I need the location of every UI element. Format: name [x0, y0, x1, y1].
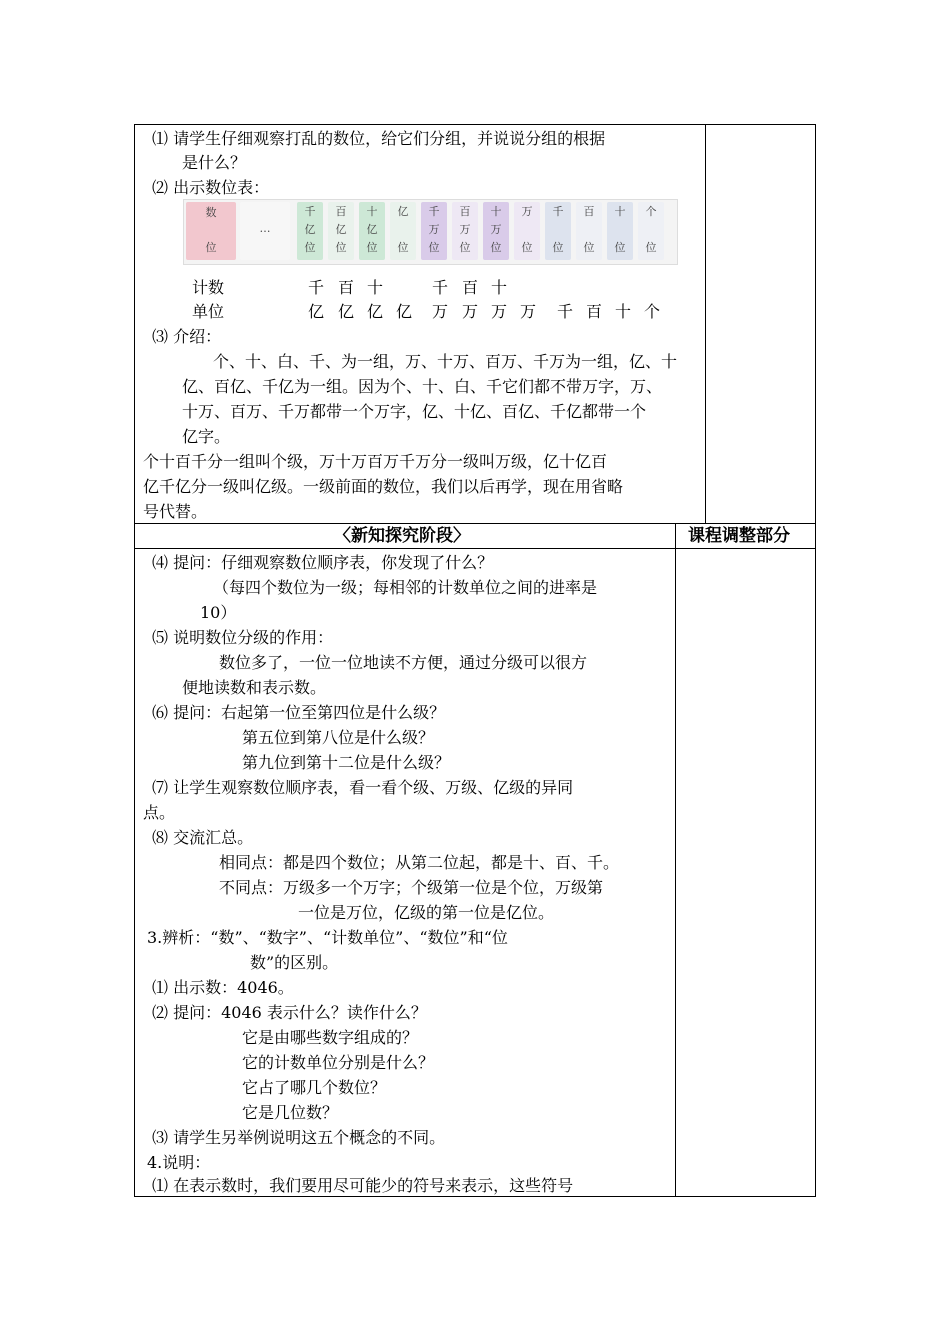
- place-text-2-mid: 亿: [304, 223, 316, 236]
- place-text-8-mid: 万: [490, 223, 502, 236]
- sec4-title: 4.说明：: [147, 1153, 211, 1172]
- item4: ⑷ 提问：仔细观察数位顺序表，你发现了什么？: [152, 553, 494, 572]
- sec3-item3: ⑶ 请学生另举例说明这五个概念的不同。: [152, 1128, 446, 1147]
- item5-line-a: 数位多了，一位一位地读不方便，通过分级可以很方: [219, 653, 588, 672]
- intro-line-3: 亿字。: [182, 427, 231, 446]
- unit-r1-3: 千: [432, 278, 449, 297]
- table-border-left: [134, 124, 135, 1197]
- place-text-2-bot: 位: [304, 241, 316, 254]
- unit-r2-8: 千: [557, 302, 574, 321]
- unit-row2-label: 单位: [192, 302, 225, 321]
- sec3-item2: ⑵ 提问：4046 表示什么？读作什么？: [152, 1003, 427, 1022]
- sec3-item1: ⑴ 出示数：4046。: [152, 978, 294, 997]
- unit-r1-1: 百: [338, 278, 355, 297]
- place-text-12-top: 十: [614, 205, 626, 218]
- unit-r2-5: 万: [462, 302, 479, 321]
- sec3-q2: 它是由哪些数字组成的？: [242, 1028, 419, 1047]
- item3: ⑶ 介绍：: [152, 327, 222, 346]
- item5: ⑸ 说明数位分级的作用：: [152, 628, 334, 647]
- place-text-7-mid: 万: [459, 223, 471, 236]
- intro-line-1: 亿、百亿、千亿为一组。因为个、十、白、千它们都不带万字，万、: [182, 377, 663, 396]
- divider-upper: [705, 124, 706, 524]
- unit-row1-label: 计数: [192, 278, 225, 297]
- item6-line-b: 第五位到第八位是什么级？: [242, 728, 435, 747]
- unit-r2-2: 亿: [367, 302, 384, 321]
- unit-r1-5: 十: [491, 278, 508, 297]
- summary-line-2: 号代替。: [143, 502, 208, 521]
- item8-same: 相同点：都是四个数位；从第二位起，都是十、百、千。: [219, 853, 620, 872]
- table-border-bottom: [134, 1196, 816, 1197]
- place-text-11-bot: 位: [583, 241, 595, 254]
- place-text-13-top: 个: [645, 205, 657, 218]
- unit-r2-1: 亿: [338, 302, 355, 321]
- place-text-4-bot: 位: [366, 241, 378, 254]
- place-text-4-mid: 亿: [366, 223, 378, 236]
- unit-r2-11: 个: [644, 302, 661, 321]
- table-border-top: [134, 124, 816, 125]
- place-text-6-bot: 位: [428, 241, 440, 254]
- table-border-right: [815, 124, 816, 1197]
- sec3-q5: 它是几位数？: [242, 1103, 339, 1122]
- unit-r2-10: 十: [615, 302, 632, 321]
- divider-header-bottom: [134, 548, 816, 549]
- place-text-8-bot: 位: [490, 241, 502, 254]
- place-text-1-mid: …: [259, 222, 271, 235]
- unit-r2-0: 亿: [308, 302, 325, 321]
- place-text-7-top: 百: [459, 205, 471, 218]
- place-text-3-mid: 亿: [335, 223, 347, 236]
- item8: ⑻ 交流汇总。: [152, 828, 254, 847]
- place-text-0-top: 数: [205, 206, 217, 219]
- place-text-13-bot: 位: [645, 241, 657, 254]
- item1-line-a: ⑴ 请学生仔细观察打乱的数位，给它们分组，并说说分组的根据: [152, 129, 606, 148]
- stage-title: 〈新知探究阶段〉: [334, 526, 470, 546]
- intro-line-2: 十万、百万、千万都带一个万字，亿、十亿、百亿、千亿都带一个: [182, 402, 647, 421]
- place-text-7-bot: 位: [459, 241, 471, 254]
- place-text-2-top: 千: [304, 205, 316, 218]
- item5-line-b: 便地读数和表示数。: [182, 678, 327, 697]
- place-text-10-top: 千: [552, 205, 564, 218]
- place-text-12-bot: 位: [614, 241, 626, 254]
- place-text-6-top: 千: [428, 205, 440, 218]
- summary-line-1: 亿千亿分一级叫亿级。一级前面的数位，我们以后再学，现在用省略: [143, 477, 624, 496]
- item2: ⑵ 出示数位表：: [152, 178, 270, 197]
- intro-line-0: 个、十、白、千、为一组，万、十万、百万、千万为一组，亿、十: [213, 352, 678, 371]
- sec3-q4: 它占了哪几个数位？: [242, 1078, 387, 1097]
- place-text-5-bot: 位: [397, 241, 409, 254]
- place-text-3-top: 百: [335, 205, 347, 218]
- sec4-item1: ⑴ 在表示数时，我们要用尽可能少的符号来表示，这些符号: [152, 1176, 574, 1195]
- unit-r1-0: 千: [308, 278, 325, 297]
- item6-line-c: 第九位到第十二位是什么级？: [242, 753, 451, 772]
- unit-r1-4: 百: [462, 278, 479, 297]
- sec3-q3: 它的计数单位分别是什么？: [242, 1053, 435, 1072]
- divider-header-top: [134, 523, 816, 524]
- unit-r2-9: 百: [586, 302, 603, 321]
- place-text-3-bot: 位: [335, 241, 347, 254]
- place-text-8-top: 十: [490, 205, 502, 218]
- place-text-6-mid: 万: [428, 223, 440, 236]
- sec3-line-b: 数”的区别。: [250, 953, 339, 972]
- item8-diff-b: 一位是万位，亿级的第一位是亿位。: [298, 903, 555, 922]
- place-text-0-bot: 位: [205, 241, 217, 254]
- unit-r2-7: 万: [520, 302, 537, 321]
- summary-line-0: 个十百千分一组叫个级，万十万百万千万分一级叫万级，亿十亿百: [143, 452, 608, 471]
- item4-answer-a: （每四个数位为一级；每相邻的计数单位之间的进率是: [213, 578, 598, 597]
- item6: ⑹ 提问：右起第一位至第四位是什么级？: [152, 703, 446, 722]
- place-text-9-bot: 位: [521, 241, 533, 254]
- divider-lower: [675, 523, 676, 1197]
- item7-line-a: ⑺ 让学生观察数位顺序表，看一看个级、万级、亿级的异同: [152, 778, 574, 797]
- place-text-11-top: 百: [583, 205, 595, 218]
- place-text-5-top: 亿: [397, 205, 409, 218]
- item7-line-b: 点。: [143, 803, 176, 822]
- place-text-4-top: 十: [366, 205, 378, 218]
- item8-diff-a: 不同点：万级多一个万字；个级第一位是个位，万级第: [219, 878, 604, 897]
- sec3-line-a: 3.辨析：“数”、“数字”、“计数单位”、“数位”和“位: [147, 928, 508, 947]
- item4-answer-b: 10）: [200, 603, 237, 622]
- place-text-10-bot: 位: [552, 241, 564, 254]
- place-text-9-top: 万: [521, 205, 533, 218]
- item1-line-b: 是什么？: [182, 153, 247, 172]
- unit-r2-3: 亿: [396, 302, 413, 321]
- unit-r2-6: 万: [491, 302, 508, 321]
- unit-r1-2: 十: [367, 278, 384, 297]
- unit-r2-4: 万: [432, 302, 449, 321]
- adjust-title: 课程调整部分: [688, 526, 790, 546]
